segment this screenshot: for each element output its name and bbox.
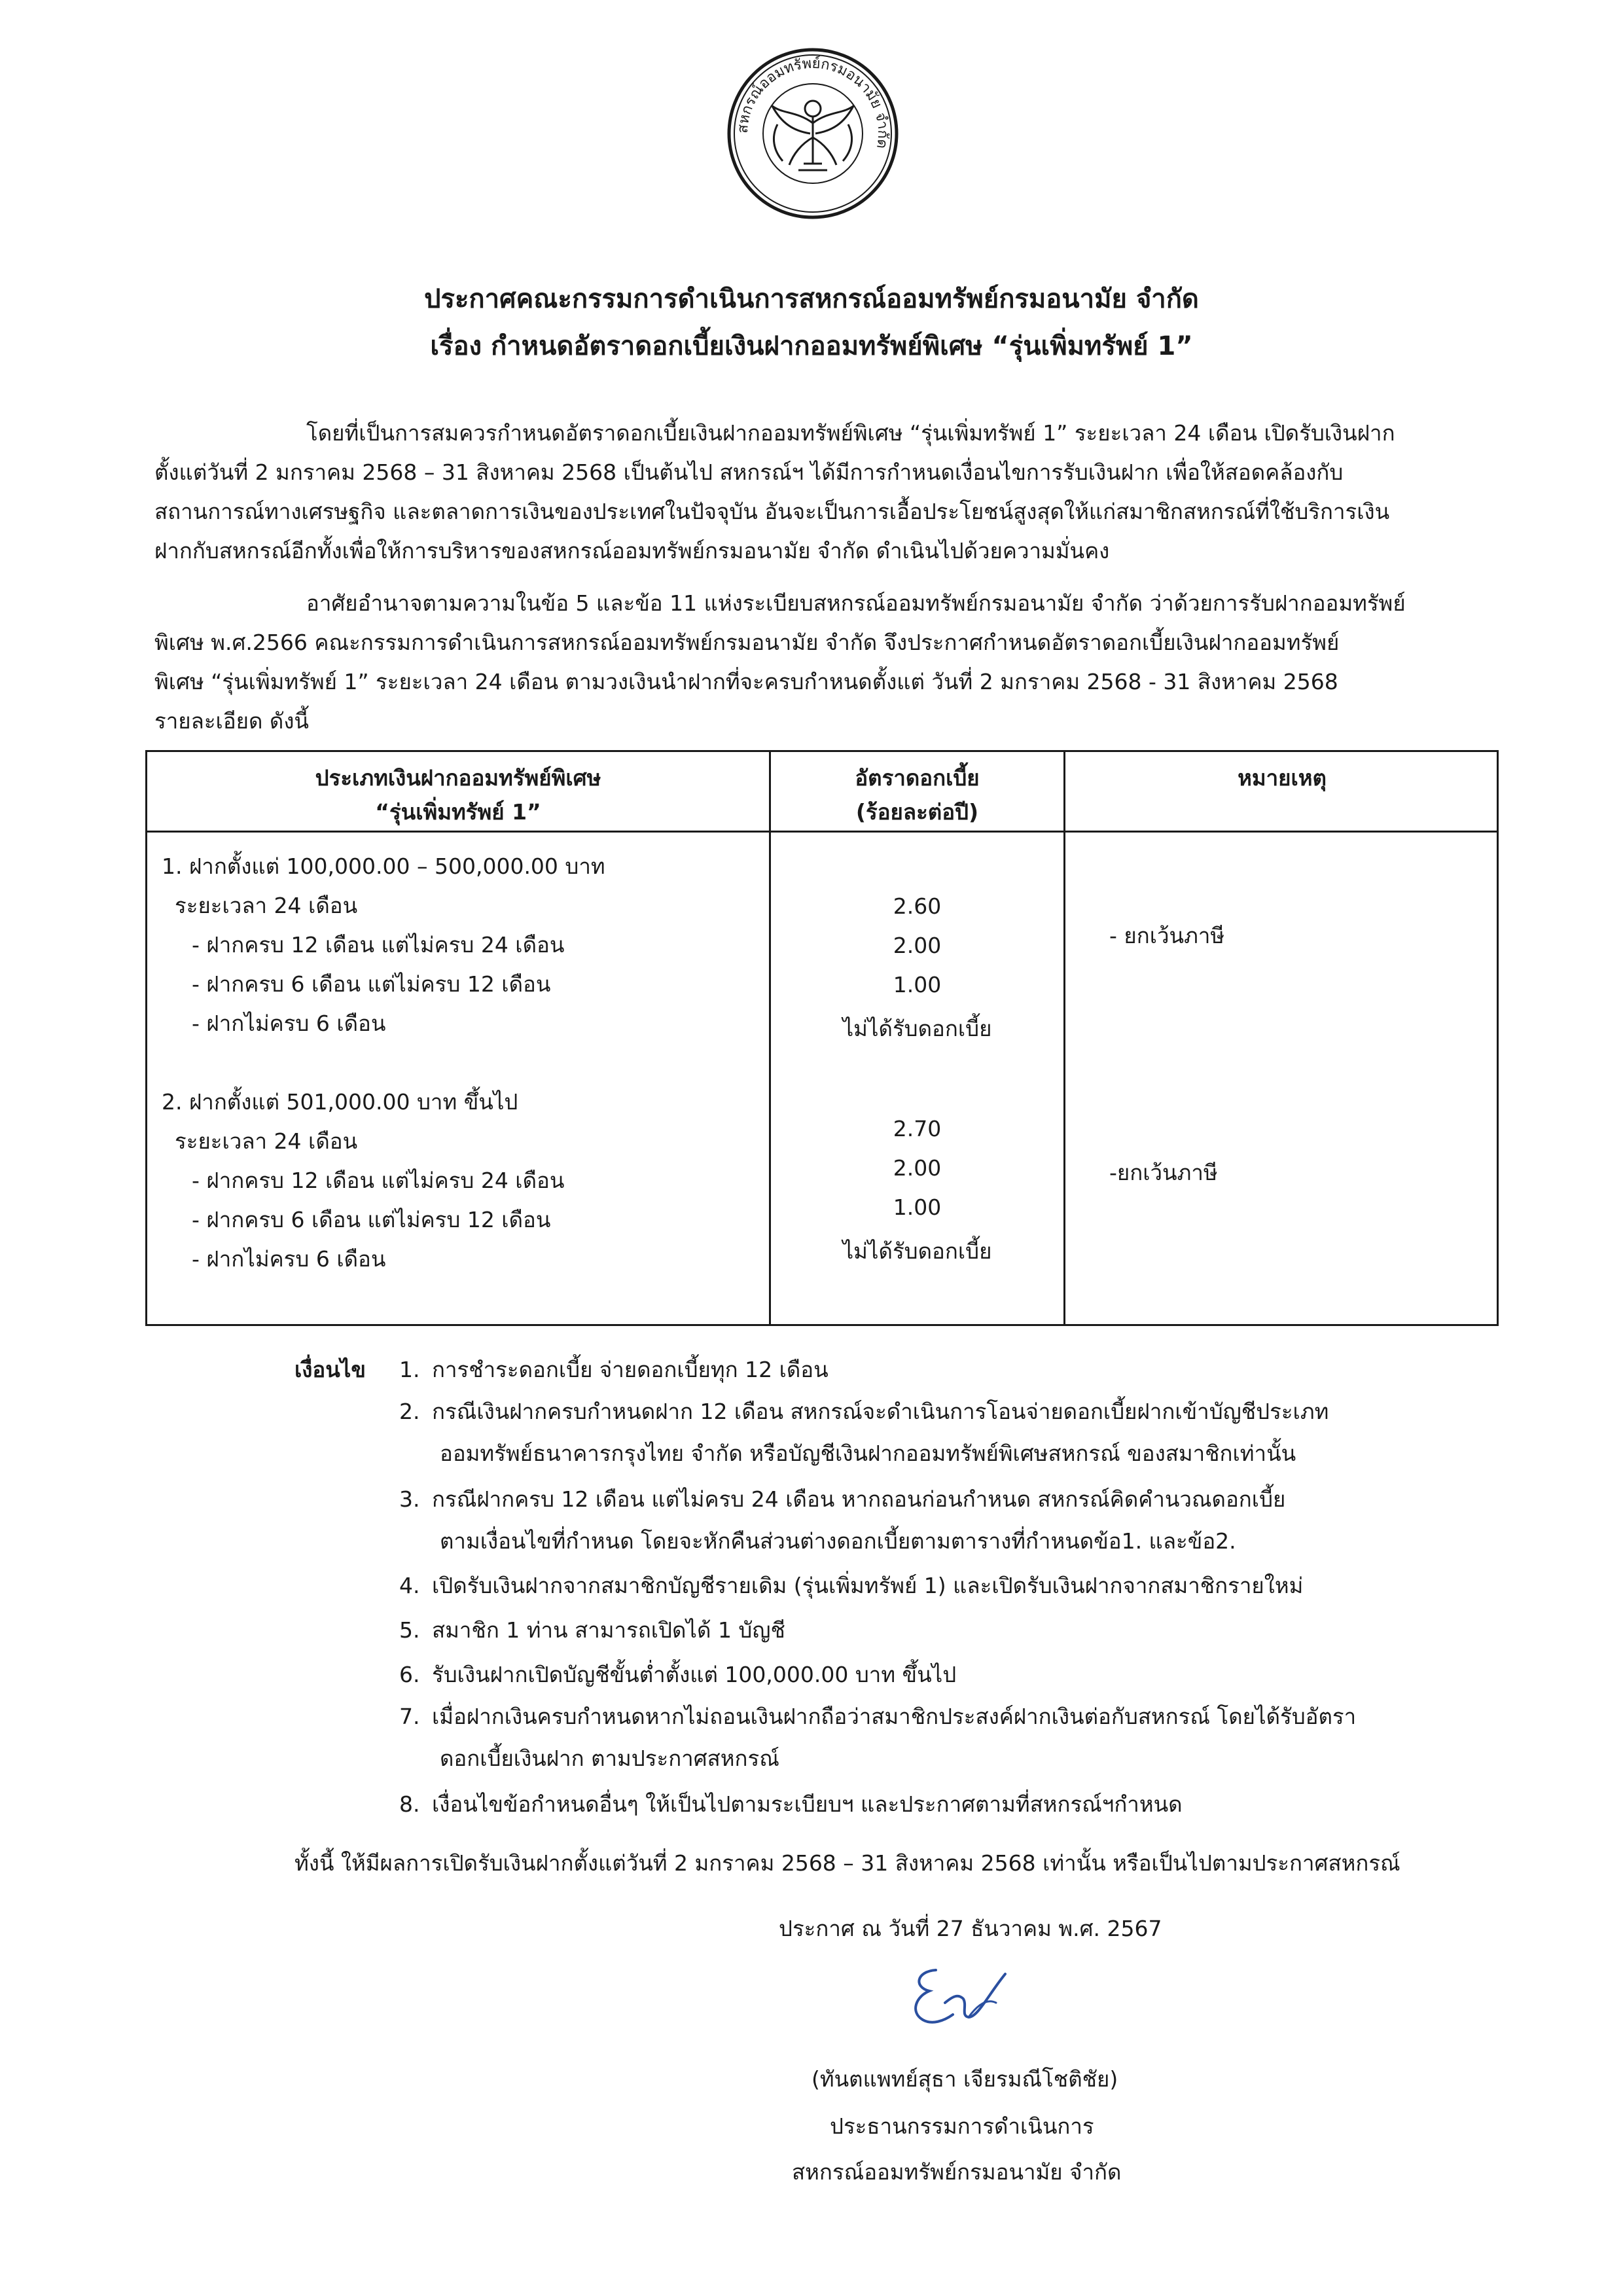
effective-period-statement: ทั้งนี้ ให้มีผลการเปิดรับเงินฝากตั้งแต่วันที่ 2 มกราคม 2568 – 31 สิงหาคม 2568 เท่านั้น หรือเป็นไปตามประกาศสหกรณ์ [294,1850,1400,1876]
table-divider [147,831,1497,833]
tier-label: - ฝากครบ 6 เดือน แต่ไม่ครบ 12 เดือน [192,971,551,997]
signatory-organization: สหกรณ์ออมทรัพย์กรมอนามัย จำกัด [792,2159,1122,2185]
paragraph-line: รายละเอียด ดังนี้ [154,708,309,734]
signatory-position: ประธานกรรมการดำเนินการ [830,2113,1094,2139]
condition-item: 5. สมาชิก 1 ท่าน สามารถเปิดได้ 1 บัญชี [399,1617,785,1643]
condition-item: 3. กรณีฝากครบ 12 เดือน แต่ไม่ครบ 24 เดือน หากถอนก่อนกำหนด สหกรณ์คิดคำนวณดอกเบี้ย [399,1486,1286,1512]
condition-item: 2. กรณีเงินฝากครบกำหนดฝาก 12 เดือน สหกรณ์จะดำเนินการโอนจ่ายดอกเบี้ยฝากเข้าบัญชีประเภท [399,1399,1329,1424]
paragraph-line: ฝากกับสหกรณ์อีกทั้งเพื่อให้การบริหารของสหกรณ์ออมทรัพย์กรมอนามัย จำกัด ดำเนินไปด้วยความมั่นคง [154,538,1110,564]
tier-label: - ฝากไม่ครบ 6 เดือน [192,1011,386,1036]
no-interest-label: ไม่ได้รับดอกเบี้ย [842,1238,992,1264]
tier-rate: 1.00 [893,972,942,997]
tier-rate: 2.00 [893,1155,942,1181]
tier-label: - ฝากครบ 12 เดือน แต่ไม่ครบ 24 เดือน [192,1168,565,1193]
tier-rate: 2.00 [893,933,942,958]
tier-rate: 2.60 [893,893,942,919]
group-period: ระยะเวลา 24 เดือน [175,893,358,918]
paragraph-line: โดยที่เป็นการสมควรกำหนดอัตราดอกเบี้ยเงินฝากออมทรัพย์พิเศษ “รุ่นเพิ่มทรัพย์ 1” ระยะเวลา 24 เดือน เปิดรับเงินฝาก [306,420,1395,446]
paragraph-line: ตั้งแต่วันที่ 2 มกราคม 2568 – 31 สิงหาคม 2568 เป็นต้นไป สหกรณ์ฯ ได้มีการกำหนดเงื่อนไขการรับเงินฝาก เพื่อให้สอดคล้องกับ [154,459,1344,485]
tier-rate: 2.70 [893,1116,942,1141]
group-title: 1. ฝากตั้งแต่ 100,000.00 – 500,000.00 บาท [162,853,605,879]
paragraph-line: สถานการณ์ทางเศรษฐกิจ และตลาดการเงินของประเทศในปัจจุบัน อันจะเป็นการเอื้อประโยชน์สูงสุดให้แก่สมาชิกสหกรณ์ที่ใช้บริการเงิน [154,499,1390,524]
group-period: ระยะเวลา 24 เดือน [175,1128,358,1154]
cooperative-seal [725,46,901,221]
conditions-label: เงื่อนไข [294,1357,366,1382]
header-interest-rate: อัตราดอกเบี้ย (ร้อยละต่อปี) [855,765,980,825]
no-interest-label: ไม่ได้รับดอกเบี้ย [842,1016,992,1041]
group-title: 2. ฝากตั้งแต่ 501,000.00 บาท ขึ้นไป [162,1089,518,1115]
tier-label: - ฝากครบ 12 เดือน แต่ไม่ครบ 24 เดือน [192,932,565,958]
tax-exempt-remark: - ยกเว้นภาษี [1109,923,1225,948]
condition-item: 8. เงื่อนไขข้อกำหนดอื่นๆ ให้เป็นไปตามระเบียบฯ และประกาศตามที่สหกรณ์ฯกำหนด [399,1791,1183,1817]
condition-item-continued: ตามเงื่อนไขที่กำหนด โดยจะหักคืนส่วนต่างดอกเบี้ยตามตารางที่กำหนดข้อ1. และข้อ2. [440,1528,1236,1554]
paragraph-line: พิเศษ พ.ศ.2566 คณะกรรมการดำเนินการสหกรณ์ออมทรัพย์กรมอนามัย จำกัด จึงประกาศกำหนดอัตราดอกเบี้ยเงินฝากออมทรัพย์ [154,630,1340,655]
table-divider [1063,752,1065,1324]
tier-label: - ฝากครบ 6 เดือน แต่ไม่ครบ 12 เดือน [192,1207,551,1232]
signatory-name: (ทันตแพทย์สุธา เจียรมณีโชติชัย) [812,2066,1118,2092]
paragraph-line: พิเศษ “รุ่นเพิ่มทรัพย์ 1” ระยะเวลา 24 เดือน ตามวงเงินนำฝากที่จะครบกำหนดตั้งแต่ วันที่ 2 มกราคม 2568 - 31 สิงหาคม 2568 [154,669,1338,694]
condition-item: 1. การชำระดอกเบี้ย จ่ายดอกเบี้ยทุก 12 เดือน [399,1357,829,1382]
announcement-date: ประกาศ ณ วันที่ 27 ธันวาคม พ.ศ. 2567 [779,1916,1162,1941]
interest-rate-table [145,750,1499,1326]
svg-text:สหกรณ์ออมทรัพย์กรมอนามัย จำกัด: สหกรณ์ออมทรัพย์กรมอนามัย จำกัด [734,55,891,150]
announcement-title: ประกาศคณะกรรมการดำเนินการสหกรณ์ออมทรัพย์กรมอนามัย จำกัด [424,284,1199,314]
tier-label: - ฝากไม่ครบ 6 เดือน [192,1246,386,1272]
condition-item: 6. รับเงินฝากเปิดบัญชีขั้นต่ำตั้งแต่ 100,000.00 บาท ขึ้นไป [399,1662,957,1687]
condition-item: 7. เมื่อฝากเงินครบกำหนดหากไม่ถอนเงินฝากถือว่าสมาชิกประสงค์ฝากเงินต่อกับสหกรณ์ โดยได้รับอัตรา [399,1704,1357,1729]
tax-exempt-remark: -ยกเว้นภาษี [1109,1160,1218,1185]
signature [890,1957,1047,2042]
header-remark: หมายเหตุ [1238,765,1327,791]
paragraph-line: อาศัยอำนาจตามความในข้อ 5 และข้อ 11 แห่งระเบียบสหกรณ์ออมทรัพย์กรมอนามัย จำกัด ว่าด้วยการรับฝากออมทรัพย์ [306,590,1406,616]
tier-rate: 1.00 [893,1194,942,1220]
header-deposit-type: ประเภทเงินฝากออมทรัพย์พิเศษ “รุ่นเพิ่มทรัพย์ 1” [315,765,601,825]
condition-item-continued: ดอกเบี้ยเงินฝาก ตามประกาศสหกรณ์ [440,1746,779,1771]
condition-item: 4. เปิดรับเงินฝากจากสมาชิกบัญชีรายเดิม (รุ่นเพิ่มทรัพย์ 1) และเปิดรับเงินฝากจากสมาชิกรายใหม่ [399,1573,1304,1598]
condition-item-continued: ออมทรัพย์ธนาคารกรุงไทย จำกัด หรือบัญชีเงินฝากออมทรัพย์พิเศษสหกรณ์ ของสมาชิกเท่านั้น [440,1441,1296,1466]
announcement-subject: เรื่อง กำหนดอัตราดอกเบี้ยเงินฝากออมทรัพย์พิเศษ “รุ่นเพิ่มทรัพย์ 1” [430,331,1193,361]
